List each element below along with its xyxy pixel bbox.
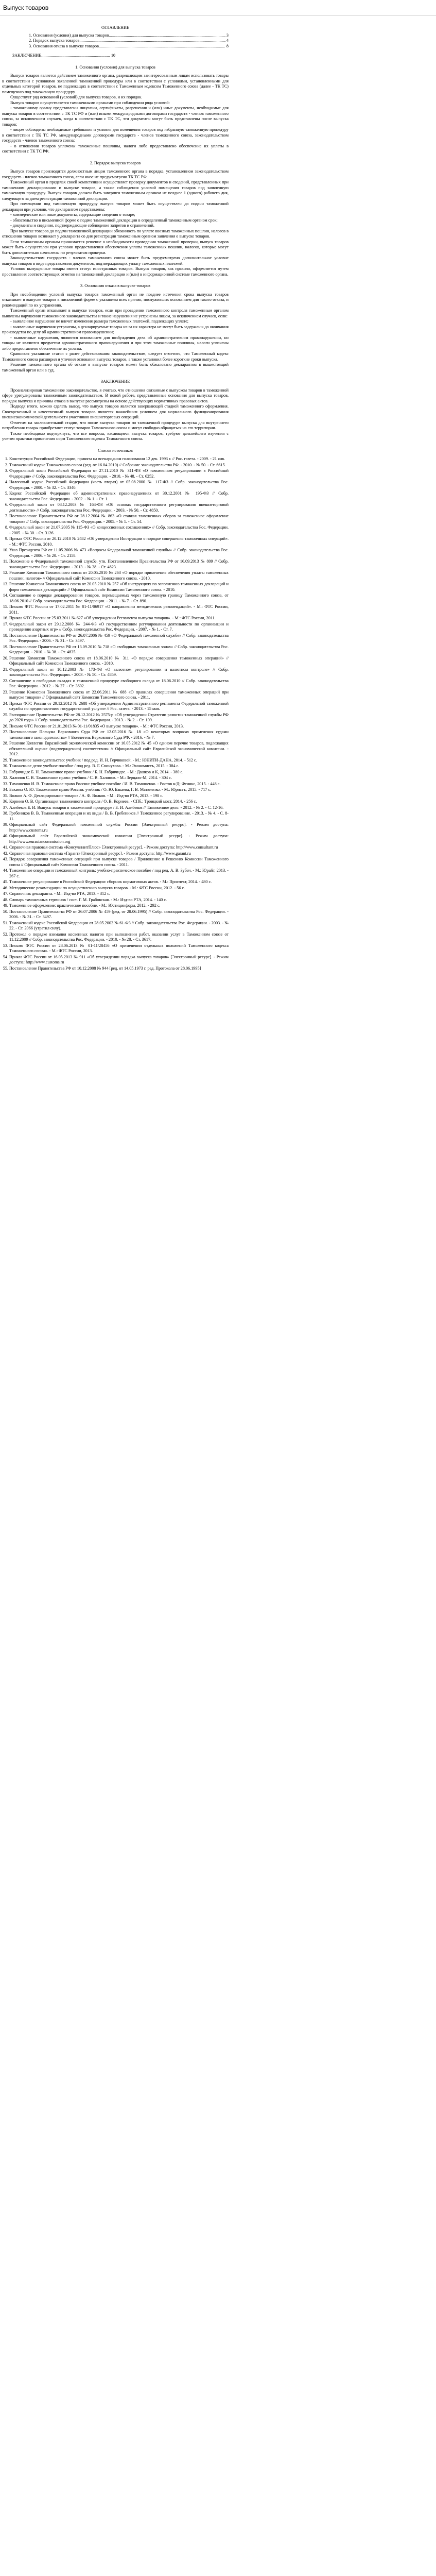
source-item: 32. Халипов С. В. Таможенное право: учебник / С. В. Халипов. - М.: Зерцало-М, 2014. - 304 с. <box>9 775 229 781</box>
source-item: 23. Решение Комиссии Таможенного союза от 22.06.2011 № 688 «О правилах совершения таможенных операций при выпуске товаров» // Официальный сайт Комиссии Таможенного союза. - 2011. <box>9 690 229 701</box>
paragraph: Существует ряд оснований (условий) для выпуска товаров, и их порядок. <box>10 95 143 99</box>
source-item: 13. Решение Комиссии Таможенного союза от 20.05.2010 № 257 «Об инструкциях по заполнению таможенных деклараций и форм таможенных деклараций» // Официальный сайт Комиссии Таможенного союза. - 2010. <box>9 582 229 592</box>
section-body <box>2 73 229 155</box>
source-item: 7. Постановление Правительства РФ от 28.12.2004 № 863 «О ставках таможенных сборов за таможенное оформление товаров» // Собр. законодательства Рос. Федерации. - 2005. - № 1. - Ст. 54. <box>9 514 229 524</box>
toc-item-label: 3. Основания отказа в выпуске товаров <box>29 43 99 48</box>
source-item: 43. Порядок совершения таможенных операций при выпуске товаров / Приложение к Решению Комиссии Таможенного союза // Официальный сайт Комиссии Таможенного союза. - 2011. <box>9 857 229 868</box>
source-item: 3. Федеральный закон Российской Федерации от 27.11.2010 № 311-ФЗ «О таможенном регулировании в Российской Федерации» // Собр. законодательства Рос. Федерации. - 2010. - № 48. - Ст. 6252. <box>9 468 229 479</box>
source-item: 54. Приказ ФТС России от 16.05.2013 № 911 «Об утверждении порядка выпуска товаров» [Электронный ресурс]. - Режим доступа: http://www.customs.ru <box>9 955 229 965</box>
source-item: 38. Гребеников В. В. Таможенные операции и их виды / В. В. Гребеников // Таможенное регулирование. - 2013. - № 4. - С. 8-11. <box>9 811 229 822</box>
source-item: 52. Протокол о порядке взимания косвенных налогов при выполнении работ, оказании услуг в Таможенном союзе от 11.12.2009 // Собр. законодательства Рос. Федерации. - 2010. - № 28. - Ст. 3617. <box>9 932 229 943</box>
section-heading: 3. Основания отказа в выпуске товаров <box>80 283 150 288</box>
toc-item-page: 10 <box>111 53 115 58</box>
source-item: 25. Распоряжение Правительства РФ от 28.12.2012 № 2575-р «Об утверждении Стратегии развития таможенной службы РФ до 2020 года» // Собр. законодательства Рос. Федерации. - 2013. - № 2. - Ст. 109. <box>9 713 229 723</box>
paragraph: - выявленные нарушения устранены, а декларируемые товары из-за их характера не могут быть задержаны до окончания производства по делу об административном правонарушении; <box>2 324 229 334</box>
source-item: 9. Приказ ФТС России от 20.12.2010 № 2482 «Об утверждении Инструкции о порядке совершения таможенных операций». - М.: ФТС России, 2010. <box>9 536 229 547</box>
toc-item-label: ЗАКЛЮЧЕНИЕ <box>12 53 42 58</box>
paragraph: При выпуске товаров до подачи таможенной декларации обязанность по уплате ввозных таможенных пошлин, налогов в отношении товаров возникает у декларанта со дня регистрации таможенным органом заявления о выпуске товаров. <box>2 228 229 239</box>
source-item: 33. Тимошенко И. В. Таможенное право России: учебное пособие / И. В. Тимошенко. - Ростов н/Д: Феникс, 2015. - 448 с. <box>9 782 229 787</box>
window-title: Выпуск товаров <box>3 4 49 11</box>
paragraph: - лицом соблюдены необходимые требования и условия для помещения товаров под избранную таможенную процедуру в соответствии с ТК ТС РФ, международными договорами государств - членов таможенного союза, законодательством государств - членов таможенного союза; <box>2 127 229 143</box>
paragraph: При несоблюдении условий выпуска товаров таможенный орган не позднее истечения срока выпуска товаров отказывает в выпуске товаров в письменной форме с указанием всех причин, послуживших основанием для такого отказа, и рекомендаций по их устранению. <box>2 292 229 308</box>
paragraph: - документы и сведения, подтверждающие соблюдение запретов и ограничений. <box>10 223 154 228</box>
source-item: 37. Алибеков Б. И. Выпуск товаров в таможенной процедуре / Б. И. Алибеков // Таможенное дело. - 2012. - № 2. - С. 12-16. <box>9 805 229 811</box>
paragraph: Решение таможенного органа об отказе в выпуске товаров может быть обжаловано декларантом в вышестоящий таможенный орган или в суд. <box>2 362 229 372</box>
source-item: 41. Справочная правовая система «КонсультантПлюс» [Электронный ресурс]. - Режим доступа: http://www.consultant.ru <box>9 845 229 851</box>
toc-item-page: 4 <box>226 38 229 43</box>
window-title-bar <box>0 0 436 16</box>
paragraph: Выпуск товаров осуществляется таможенными органами при соблюдении ряда условий: <box>10 100 170 105</box>
source-item: 39. Официальный сайт Федеральной таможенной службы России [Электронный ресурс]. - Режим доступа: http://www.customs.ru <box>9 822 229 833</box>
source-item: 53. Письмо ФТС России от 28.06.2013 № 01-11/28456 «О применении отдельных положений Таможенного кодекса Таможенного союза». - М.: ФТС России, 2013. <box>9 943 229 954</box>
source-item: 17. Федеральный закон от 29.12.2006 № 244-ФЗ «О государственном регулировании деятельности по организации и проведению азартных игр» // Собр. законодательства Рос. Федерации. - 2007. - № 1. - Ст. 7. <box>9 622 229 633</box>
paragraph: Отметим на заключительной стадии, что после выпуска товаров по таможенной процедуре выпуска для внутреннего потребления товары приобретают статус товаров Таможенного союза и могут свободно обращаться на его территории. <box>2 420 229 430</box>
source-item: 36. Корнеев О. В. Организация таможенного контроля / О. В. Корнеев. - СПб.: Троицкий мост, 2014. - 256 с. <box>9 799 229 805</box>
source-item: 22. Соглашение о свободных складах и таможенной процедуре свободного склада от 18.06.2010 // Собр. законодательства Рос. Федерации. - 2012. - № 27. - Ст. 3602. <box>9 679 229 689</box>
source-item: 14. Соглашение о порядке декларирования товаров, перемещаемых через таможенную границу Таможенного союза, от 18.06.2010 // Собр. законодательства Рос. Федерации. - 2011. - № 7. - Ст. 890. <box>9 593 229 604</box>
toc-item[interactable] <box>2 33 229 39</box>
source-item: 35. Волков А. Ф. Декларирование товаров / А. Ф. Волков. - М.: Изд-во РТА, 2013. - 198 с. <box>9 793 229 799</box>
source-item: 47. Справочник декларанта. - М.: Изд-во РТА, 2013. - 312 с. <box>9 891 229 897</box>
toc-item[interactable] <box>2 38 229 44</box>
section-body <box>2 388 229 442</box>
paragraph: - обязательство в письменной форме о подаче таможенной декларации в определенный таможенным органом срок; <box>10 217 218 223</box>
source-item: 12. Решение Комиссии Таможенного союза от 20.05.2010 № 263 «О порядке применения обеспечения уплаты таможенных пошлин, налогов» // Официальный сайт Комиссии Таможенного союза. - 2010. <box>9 570 229 581</box>
source-item: 11. Положение о Федеральной таможенной службе, утв. Постановлением Правительства РФ от 16.09.2013 № 809 // Собр. законодательства Рос. Федерации. - 2013. - № 38. - Ст. 4823. <box>9 559 229 570</box>
paragraph: Таможенный орган в пределах своей компетенции осуществляет проверку документов и сведений, представленных при таможенном декларировании и выпуске товаров, а также соблюдения условий помещения товаров под заявленную таможенную процедуру. Выпуск товаров должен быть завершен таможенным органом не позднее 1 (одного) рабочего дня, следующего за днем регистрации таможенной декларации. <box>2 180 229 201</box>
paragraph: - выявленные нарушения, являются основанием для возбуждения дела об административном правонарушении, но товары не являются предметом административного правонарушения и при этом таможенные пошлины, налоги уплачены либо предоставлено обеспечение их уплаты. <box>2 335 229 351</box>
paragraph: Законодательством государств - членов таможенного союза может быть предусмотрено дополнительное условие выпуска товаров в виде представления документов, подтверждающих уплату таможенных платежей. <box>2 256 229 266</box>
section-heading: 1. Основания (условия) для выпуска товаров <box>75 64 155 70</box>
source-item: 48. Словарь таможенных терминов / сост. Г. М. Грабовская. - М.: Изд-во РТА, 2014. - 140 с. <box>9 897 229 903</box>
paragraph: При помещении под таможенную процедуру выпуск товаров может быть осуществлен до подачи таможенной декларации при условии, что декларантом представлены: <box>2 201 229 212</box>
source-item: 34. Бакаева О. Ю. Таможенное право России: учебник / О. Ю. Бакаева, Г. В. Матвиенко. - М.: Юристъ, 2015. - 717 с. <box>9 787 229 793</box>
conclusion-heading: ЗАКЛЮЧЕНИЕ <box>100 379 130 384</box>
paragraph: Подводя итоги, можно сделать вывод, что выпуск товаров является завершающей стадией таможенного оформления. Своевременный и качественный выпуск товаров является важнейшим условием для нормального функционирования внешнеэкономической деятельности участников внешнеторговых операций. <box>2 404 229 419</box>
source-item: 15. Письмо ФТС России от 17.02.2011 № 01-11/06917 «О направлении методических рекомендаций». - М.: ФТС России, 2011. <box>9 604 229 615</box>
source-item: 49. Таможенное оформление: практическое пособие. - М.: Юстицинформ, 2012. - 292 с. <box>9 903 229 909</box>
toc-item-label: 2. Порядок выпуска товаров <box>29 38 80 43</box>
source-item: 16. Приказ ФТС России от 25.03.2011 № 627 «Об утверждении Регламента выпуска товаров». - М.: ФТС России, 2011. <box>9 616 229 621</box>
source-item: 1. Конституция Российской Федерации, принята на всенародном голосовании 12 дек. 1993 г. // Рос. газета. - 2009. - 21 янв. <box>9 456 229 462</box>
source-item: 21. Федеральный закон от 10.12.2003 № 173-ФЗ «О валютном регулировании и валютном контроле» // Собр. законодательства Рос. Федерации. - 2003. - № 50. - Ст. 4859. <box>9 667 229 678</box>
paragraph: - таможенному органу представлены лицензии, сертификаты, разрешения и (или) иные документы, необходимые для выпуска товаров в соответствии с ТК ТС РФ и (или) иными международными договорами государств - членов таможенного союза, за исключением случаев, когда в соответствии с ТК ТС, эти документы могут быть представлены после выпуска товаров; <box>2 106 229 127</box>
source-item: 5. Кодекс Российской Федерации об административных правонарушениях от 30.12.2001 № 195-ФЗ // Собр. законодательства Рос. Федерации. - 2002. - № 1. - Ст. 1. <box>9 491 229 502</box>
paragraph: Условно выпущенные товары имеют статус иностранных товаров. Выпуск товаров, как правило, оформляется путем проставления соответствующих отметок на таможенной декларации и (или) в информационной системе таможенного органа. <box>2 266 229 277</box>
source-item: 29. Таможенное законодательство: учебник / под ред. И. Н. Герчиковой. - М.: ЮНИТИ-ДАНА, 2014. - 512 с. <box>9 758 229 764</box>
sources-list <box>2 456 229 971</box>
toc-heading: ОГЛАВЛЕНИЕ <box>101 25 130 30</box>
toc-item-page: 8 <box>226 43 229 48</box>
source-item: 46. Методические рекомендации по осуществлению выпуска товаров. - М.: ФТС России, 2012. - 56 с. <box>9 886 229 891</box>
toc-item-page: 3 <box>226 32 229 38</box>
paragraph: Сравнивая указанные статьи с ранее действовавшим законодательством, следует отметить, что Таможенный кодекс Таможенного союза расширил и уточнил основания выпуска товаров, а также установил более короткие сроки выпуска. <box>2 351 229 362</box>
document-page <box>2 16 229 982</box>
source-item: 51. Таможенный кодекс Российской Федерации от 28.05.2003 № 61-ФЗ // Собр. законодательства Рос. Федерации. - 2003. - № 22. - Ст. 2066 (утратил силу). <box>9 921 229 931</box>
source-item: 2. Таможенный кодекс Таможенного союза (ред. от 16.04.2010) // Собрание законодательства РФ. - 2010. - № 50. - Ст. 6615. <box>9 463 229 468</box>
source-item: 50. Постановление Правительства РФ от 26.07.2006 № 459 (ред. от 28.06.1995) // Собр. законодательства Рос. Федерации. - 2006. - № 31. - Ст. 3497. <box>9 909 229 920</box>
section-body <box>2 169 229 277</box>
source-item: 19. Постановление Правительства РФ от 13.09.2010 № 718 «О свободных таможенных зонах» // Собр. законодательства Рос. Федерации. - 2010. - № 38. - Ст. 4835. <box>9 645 229 655</box>
source-item: 4. Налоговый кодекс Российской Федерации (часть вторая) от 05.08.2000 № 117-ФЗ // Собр. законодательства Рос. Федерации. - 2000. - № 32. - Ст. 3340. <box>9 480 229 490</box>
source-item: 40. Официальный сайт Евразийской экономической комиссии [Электронный ресурс]. - Режим доступа: http://www.eurasiancommission.org <box>9 834 229 844</box>
source-item: 18. Постановление Правительства РФ от 26.07.2006 № 459 «О Федеральной таможенной службе» // Собр. законодательства Рос. Федерации. - 2006. - № 31. - Ст. 3497. <box>9 633 229 644</box>
source-item: 55. Постановление Правительства РФ от 10.12.2008 № 944 [ред. от 14.05.1973 г. ред. Протокола от 28.06.1995] <box>9 966 229 972</box>
paragraph: Выпуск товаров производится должностным лицом таможенного органа в порядке, установленном законодательством государств - членов таможенного союза, если иное не предусмотрено ТК ТС РФ. <box>2 169 229 179</box>
paragraph: Если таможенным органам принимается решение о необходимости проведения таможенной проверки, выпуск товаров может быть осуществлен при условии предоставления обеспечения уплаты таможенных пошлин, налогов, которые могут быть дополнительно начислены по результатам проверки. <box>2 239 229 255</box>
source-item: 27. Постановление Пленума Верховного Суда РФ от 12.05.2016 № 18 «О некоторых вопросах применения судами таможенного законодательства» // Бюллетень Верховного Суда РФ. - 2016. - № 7. <box>9 730 229 740</box>
toc-conclusion[interactable]: ЗАКЛЮЧЕНИЕ ................................................................. 10 <box>12 53 115 58</box>
paragraph: - в отношении товаров уплачены таможенные пошлины, налоги либо предоставлено обеспечение их уплаты в соответствии с ТК ТС РФ. <box>2 143 229 154</box>
source-item: 8. Федеральный закон от 21.07.2005 № 115-ФЗ «О концессионных соглашениях» // Собр. законодательства Рос. Федерации. - 2005. - № 30. - Ст. 3126. <box>9 525 229 536</box>
source-item: 6. Федеральный закон от 08.12.2003 № 164-ФЗ «Об основах государственного регулирования внешнеторговой деятельности» // Собр. законодательства Рос. Федерации. - 2003. - № 50. - Ст. 4850. <box>9 502 229 513</box>
source-item: 24. Приказ ФТС России от 29.12.2012 № 2688 «Об утверждении Административного регламента Федеральной таможенной службы по предоставлению государственной услуги» // Рос. газета. - 2013. - 15 мая. <box>9 701 229 712</box>
source-item: 44. Таможенные операции и таможенный контроль: учебно-практическое пособие / под ред. А. В. Зубач. - М.: Юрайт, 2013. - 267 с. <box>9 868 229 879</box>
source-item: 28. Решение Коллегии Евразийской экономической комиссии от 16.05.2012 № 45 «О едином перечне товаров, подлежащих обязательной оценке (подтверждению) соответствия» // Официальный сайт Евразийской экономической комиссии. - 2012. <box>9 741 229 757</box>
source-item: 26. Письмо ФТС России от 21.01.2013 № 01-11/01835 «О выпуске товаров». - М.: ФТС России, 2013. <box>9 724 229 730</box>
source-item: 20. Решение Комиссии Таможенного союза от 18.06.2010 № 311 «О порядке совершения таможенных операций» // Официальный сайт Комиссии Таможенного союза. - 2010. <box>9 656 229 667</box>
paragraph: - выявленное нарушение не влечет изменения размера таможенных платежей, подлежащих уплате; <box>10 319 188 324</box>
table-of-contents <box>2 25 229 59</box>
paragraph: Выпуск товаров является действием таможенного органа, разрешающим заинтересованным лицам использовать товары в соответствии с условиями заявленной таможенной процедуры или в соответствии с условиями, установленными для отдельных категорий товаров, не подлежащих в соответствии с Таможенным кодексом Таможенного союза (далее - ТК ТС) помещению под таможенную процедуру. <box>2 73 229 94</box>
source-item: 31. Габричидзе Б. Н. Таможенное право: учебник / Б. Н. Габричидзе. - М.: Дашков и К, 2014. - 380 с. <box>9 770 229 775</box>
source-item: 45. Таможенное регулирование в Российской Федерации: сборник нормативных актов. - М.: Проспект, 2014. - 480 с. <box>9 879 229 885</box>
paragraph: Также необходимо подчеркнуть, что все вопросы, касающиеся выпуска товаров, требуют дальнейшего изучения с учетом практики применения норм Таможенного кодекса Таможенного союза. <box>2 431 229 441</box>
sources-heading: Список источников <box>98 448 133 453</box>
toc-item[interactable] <box>2 44 229 49</box>
section-heading: 2. Порядок выпуска товаров <box>90 160 141 165</box>
source-item: 10. Указ Президента РФ от 11.05.2006 № 473 «Вопросы Федеральной таможенной службы» // Собр. законодательства Рос. Федерации. - 2006. - № 20. - Ст. 2158. <box>9 548 229 558</box>
source-item: 30. Таможенное дело: учебное пособие / под ред. В. Г. Свинухова. - М.: Экономистъ, 2015. - 384 с. <box>9 764 229 769</box>
section-body <box>2 292 229 374</box>
source-item: 42. Справочная правовая система «Гарант» [Электронный ресурс]. - Режим доступа: http://www.garant.ru <box>9 851 229 857</box>
paragraph: - коммерческие или иные документы, содержащие сведения о товаре; <box>10 212 135 217</box>
paragraph: Таможенный орган отказывает в выпуске товаров, если при проведении таможенного контроля таможенным органом выявлены нарушения таможенного законодательства и такие нарушения не устранены лицом, за исключением случаев, если: <box>2 308 229 318</box>
toc-item-label: 1. Основания (условия) для выпуска товаров <box>29 32 109 38</box>
paragraph: Проанализировав таможенное законодательство, я считаю, что отношения связанные с выпуском товаров в таможенной сфере урегулированы таможенным законодательством. В новой работе, представленные основания для выпуска товаров, порядок выпуска и причины отказа в выпуске рассмотрены на основе действующих нормативных правовых актов. <box>2 387 229 403</box>
